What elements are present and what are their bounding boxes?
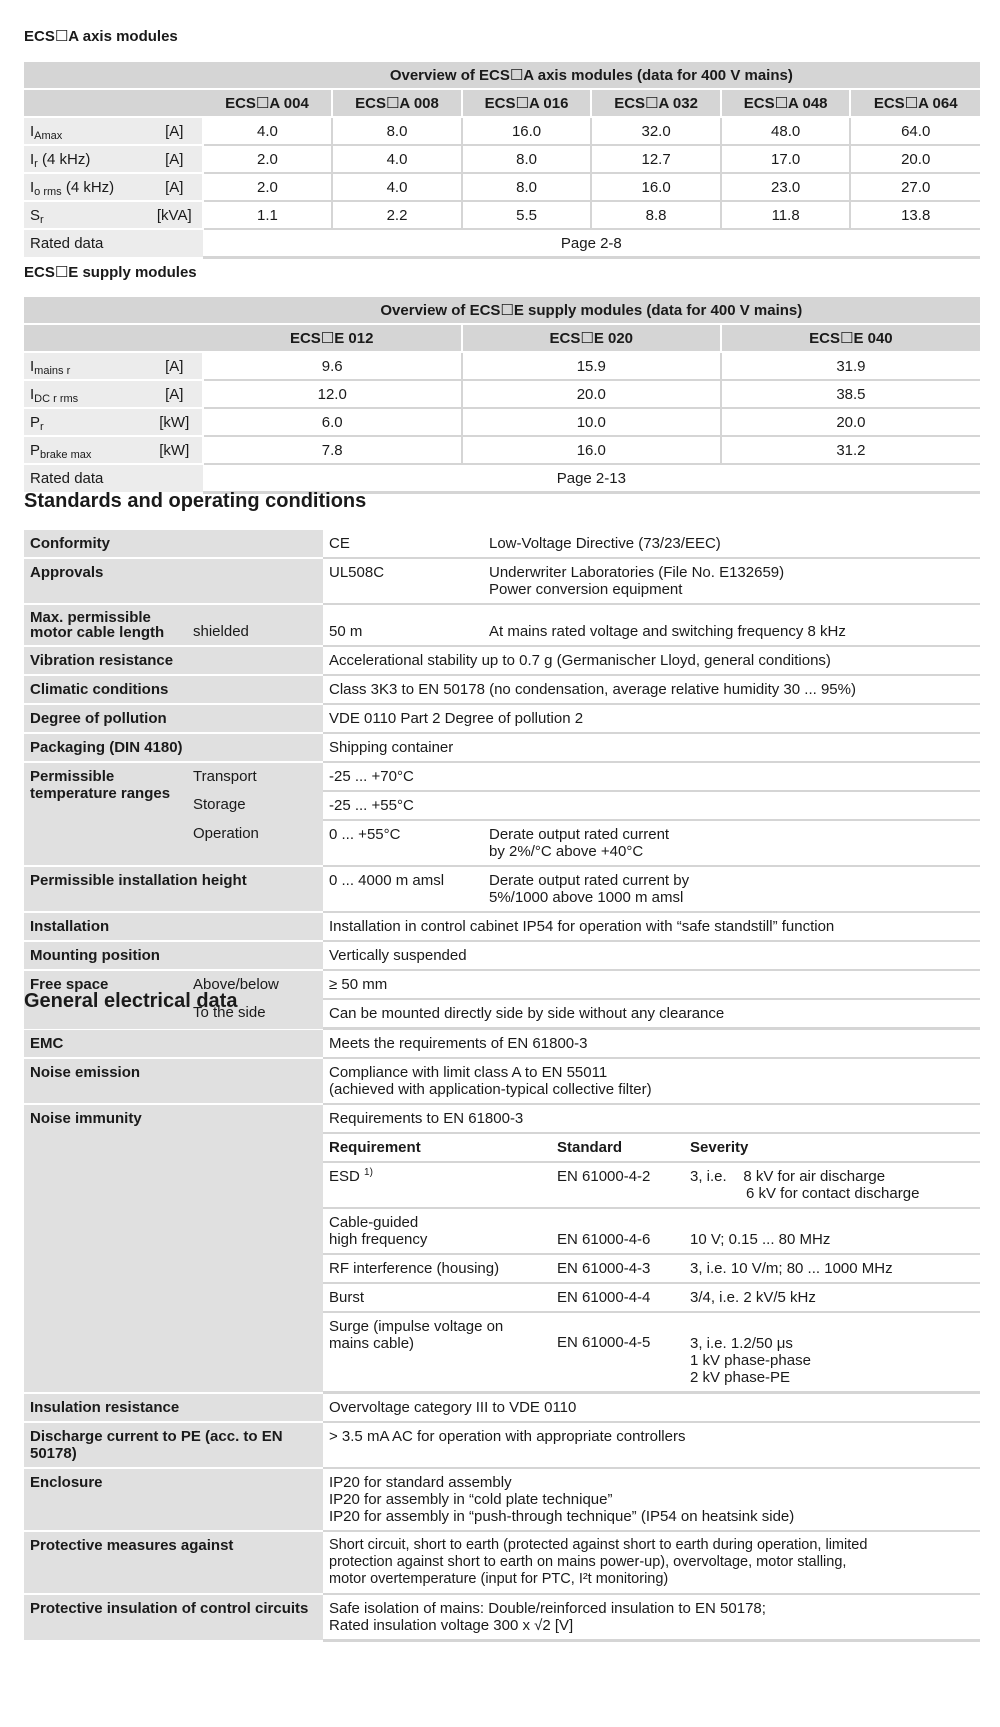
- symbol-suffix: (4 kHz): [37, 150, 91, 168]
- axis-rated-row: [24, 229, 980, 258]
- symbol: I: [30, 178, 35, 196]
- supply-cell: 15.9: [462, 352, 721, 380]
- temp-transport-row: Permissible temperature ranges Transport -25 ... +70°C: [24, 762, 980, 791]
- axis-section-title: ECS☐A axis modules: [24, 28, 178, 45]
- symbol-subscript: Amax: [34, 129, 63, 142]
- supply-rated-row: [24, 464, 980, 493]
- height-row: Permissible installation height 0 ... 4000 m amsl Derate output rated current by 5%/1000 above 1000 m amsl: [24, 866, 980, 912]
- axis-model-header: ECS☐A 008: [332, 89, 462, 117]
- supply-cell: 20.0: [721, 408, 980, 436]
- symbol-subscript: brake max: [40, 448, 92, 461]
- axis-cell: 1.1: [203, 201, 333, 229]
- freespace-above-row: Free space Above/below ≥ 50 mm: [24, 970, 980, 999]
- axis-model-header: ECS☐A 064: [850, 89, 980, 117]
- mounting-row: Mounting position Vertically suspended: [24, 941, 980, 970]
- axis-cell: 2.0: [203, 173, 333, 201]
- axis-cell: 32.0: [591, 117, 721, 145]
- symbol: I: [30, 385, 35, 403]
- supply-row-unit: [A]: [147, 380, 203, 408]
- supply-cell: 9.6: [203, 352, 462, 380]
- cable-length-row: Max. permissible motor cable length shielded 50 m At mains rated voltage and switching frequency 8 kHz: [24, 604, 980, 646]
- axis-cell: 8.8: [591, 201, 721, 229]
- electrical-table: [24, 1030, 980, 1642]
- axis-cell: 5.5: [462, 201, 592, 229]
- axis-cell: 12.7: [591, 145, 721, 173]
- axis-cell: 23.0: [721, 173, 851, 201]
- axis-row-label: [24, 145, 147, 173]
- immunity-burst-row: Burst EN 61000-4-4 3/4, i.e. 2 kV/5 kHz: [24, 1283, 980, 1312]
- axis-cell: 2.2: [332, 201, 462, 229]
- supply-data-row: [24, 380, 980, 408]
- supply-cell: 20.0: [462, 380, 721, 408]
- symbol-subscript: r: [34, 157, 38, 170]
- axis-cell: 16.0: [462, 117, 592, 145]
- axis-data-row: [24, 173, 980, 201]
- axis-cell: 8.0: [462, 145, 592, 173]
- symbol: I: [30, 357, 35, 375]
- noise-immunity-intro-row: Noise immunity Requirements to EN 61800-3: [24, 1104, 980, 1133]
- symbol: I: [30, 122, 35, 140]
- supply-row-unit: [kW]: [147, 408, 203, 436]
- freespace-side-row: To the side Can be mounted directly side by side without any clearance: [24, 999, 980, 1029]
- supply-rated-page: Page 2-13: [203, 464, 980, 493]
- vibration-row: Vibration resistance Accelerational stability up to 0.7 g (Germanischer Lloyd, general conditions): [24, 646, 980, 675]
- axis-model-header: ECS☐A 048: [721, 89, 851, 117]
- axis-cell: 48.0: [721, 117, 851, 145]
- supply-cell: 7.8: [203, 436, 462, 464]
- emc-row: EMC Meets the requirements of EN 61800-3: [24, 1030, 980, 1058]
- axis-cell: 16.0: [591, 173, 721, 201]
- axis-cell: 20.0: [850, 145, 980, 173]
- noise-emission-row: Noise emission Compliance with limit class A to EN 55011 (achieved with application-typical collective filter): [24, 1058, 980, 1104]
- supply-cell: 12.0: [203, 380, 462, 408]
- supply-row-label: [24, 352, 147, 380]
- axis-cell: 4.0: [332, 173, 462, 201]
- immunity-header-row: Requirement Standard Severity: [24, 1133, 980, 1162]
- axis-cell: 64.0: [850, 117, 980, 145]
- supply-row-unit: [A]: [147, 352, 203, 380]
- axis-data-row: [24, 145, 980, 173]
- pollution-row: Degree of pollution VDE 0110 Part 2 Degree of pollution 2: [24, 704, 980, 733]
- supply-model-header: ECS☐E 040: [721, 324, 980, 352]
- axis-data-row: [24, 117, 980, 145]
- axis-cell: 4.0: [332, 145, 462, 173]
- axis-cell: 2.0: [203, 145, 333, 173]
- supply-data-row: [24, 436, 980, 464]
- symbol: I: [30, 150, 35, 168]
- axis-model-header: ECS☐A 016: [462, 89, 592, 117]
- symbol-subscript: mains r: [34, 364, 71, 377]
- axis-row-unit: [A]: [147, 173, 203, 201]
- enclosure-row: Enclosure IP20 for standard assembly IP20 for assembly in “cold plate technique” IP20 for assembly in “push-through technique” (IP54 on heatsink side): [24, 1468, 980, 1531]
- electrical-section-title: General electrical data: [24, 990, 238, 1012]
- supply-cell: 16.0: [462, 436, 721, 464]
- axis-data-row: [24, 201, 980, 229]
- axis-row-label: [24, 173, 147, 201]
- axis-cell: 11.8: [721, 201, 851, 229]
- supply-section-title: ECS☐E supply modules: [24, 264, 197, 281]
- axis-model-header: ECS☐A 032: [591, 89, 721, 117]
- immunity-surge-row: Surge (impulse voltage on mains cable) EN 61000-4-5 3, i.e. 1.2/50 μs 1 kV phase-phase 2 kV phase-PE: [24, 1312, 980, 1393]
- temp-operation-row: Operation 0 ... +55°C Derate output rated current by 2%/°C above +40°C: [24, 820, 980, 866]
- axis-cell: 17.0: [721, 145, 851, 173]
- axis-cell: 8.0: [332, 117, 462, 145]
- axis-model-header: ECS☐A 004: [203, 89, 333, 117]
- symbol-subscript: r: [40, 420, 44, 433]
- symbol-suffix: (4 kHz): [61, 178, 115, 196]
- symbol-subscript: DC r rms: [34, 392, 79, 405]
- insulation-row: Insulation resistance Overvoltage category III to VDE 0110: [24, 1393, 980, 1423]
- supply-overview-caption: Overview of ECS☐E supply modules (data for 400 V mains): [203, 297, 980, 324]
- symbol: P: [30, 413, 41, 431]
- axis-rated-page: Page 2-8: [203, 229, 980, 258]
- symbol-subscript: r: [40, 213, 44, 226]
- packaging-row: Packaging (DIN 4180) Shipping container: [24, 733, 980, 762]
- supply-row-unit: [kW]: [147, 436, 203, 464]
- standards-table: [24, 530, 980, 1030]
- installation-row: Installation Installation in control cabinet IP54 for operation with “safe standstill” function: [24, 912, 980, 941]
- climatic-row: Climatic conditions Class 3K3 to EN 50178 (no condensation, average relative humidity 30 ... 95%): [24, 675, 980, 704]
- symbol-subscript: o rms: [34, 185, 62, 198]
- approvals-row: Approvals UL508C Underwriter Laboratories (File No. E132659) Power conversion equipment: [24, 558, 980, 604]
- axis-row-unit: [A]: [147, 117, 203, 145]
- axis-row-unit: [A]: [147, 145, 203, 173]
- standards-section-title: Standards and operating conditions: [24, 490, 367, 512]
- supply-rated-label: Rated data: [24, 464, 203, 493]
- axis-cell: 8.0: [462, 173, 592, 201]
- supply-row-label: [24, 408, 147, 436]
- axis-overview-table: [24, 62, 980, 259]
- supply-cell: 6.0: [203, 408, 462, 436]
- axis-rated-label: Rated data: [24, 229, 203, 258]
- axis-row-unit: [kVA]: [147, 201, 203, 229]
- symbol: S: [30, 206, 41, 224]
- supply-cell: 38.5: [721, 380, 980, 408]
- protective-measures-row: Protective measures against Short circuit, short to earth (protected against short to earth during operation, limited protection against short to earth on mains power-up), overvoltage, motor stalling, motor overtemperature (input for PTC, I²t monitoring): [24, 1531, 980, 1594]
- immunity-rf-row: RF interference (housing) EN 61000-4-3 3, i.e. 10 V/m; 80 ... 1000 MHz: [24, 1254, 980, 1283]
- supply-cell: 31.2: [721, 436, 980, 464]
- supply-cell: 10.0: [462, 408, 721, 436]
- symbol: P: [30, 441, 41, 459]
- supply-row-label: [24, 380, 147, 408]
- conformity-row: Conformity CE Low-Voltage Directive (73/23/EEC): [24, 530, 980, 558]
- axis-cell: 13.8: [850, 201, 980, 229]
- axis-overview-caption: Overview of ECS☐A axis modules (data for 400 V mains): [203, 62, 980, 89]
- immunity-cable-row: Cable-guided high frequency EN 61000-4-6 10 V; 0.15 ... 80 MHz: [24, 1208, 980, 1254]
- discharge-row: Discharge current to PE (acc. to EN 50178) > 3.5 mA AC for operation with appropriate controllers: [24, 1422, 980, 1468]
- supply-data-row: [24, 352, 980, 380]
- control-insulation-row: Protective insulation of control circuits Safe isolation of mains: Double/reinforced insulation to EN 50178; Rated insulation voltage 300 x √2 [V]: [24, 1594, 980, 1641]
- axis-cell: 4.0: [203, 117, 333, 145]
- supply-data-row: [24, 408, 980, 436]
- axis-row-label: [24, 201, 147, 229]
- supply-row-label: [24, 436, 147, 464]
- supply-model-header: ECS☐E 020: [462, 324, 721, 352]
- supply-cell: 31.9: [721, 352, 980, 380]
- supply-model-header: ECS☐E 012: [203, 324, 462, 352]
- axis-row-label: [24, 117, 147, 145]
- axis-cell: 27.0: [850, 173, 980, 201]
- supply-overview-table: [24, 297, 980, 494]
- immunity-esd-row: ESD $^{1)}$ EN 61000-4-2 3, i.e. 8 kV for air discharge 6 kV for contact discharge: [24, 1162, 980, 1208]
- temp-storage-row: Storage -25 ... +55°C: [24, 791, 980, 820]
